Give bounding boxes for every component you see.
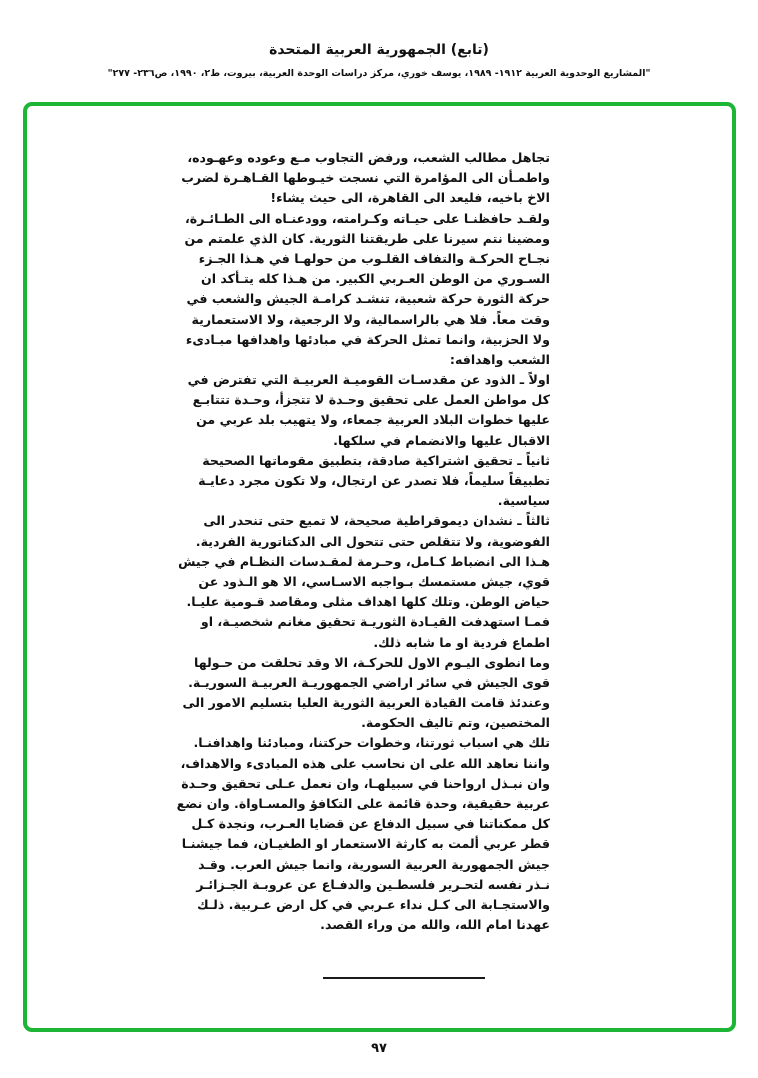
body-line: قوي، جيش مستمسك بـواجبه الاسـاسي، الا هو الـذود عن	[198, 573, 550, 589]
body-line: نـذر نفسه لتحـرير فلسطـين والدفـاع عن عروبـة الجـزائـر	[196, 876, 550, 892]
body-line: الشعب واهدافه:	[449, 351, 550, 367]
body-line: وقت معاً. فلا هي بالراسمالية، ولا الرجعية، ولا الاستعمارية	[191, 311, 550, 327]
body-line: تطبيقاً سليماً، فلا تصدر عن ارتجال، ولا تكون مجرد دعايـة	[198, 473, 550, 488]
body-line: سياسية.	[497, 493, 550, 509]
body-line: وما انطوى اليـوم الاول للحركـة، الا وقد تحلقت من حـولها	[193, 654, 550, 670]
body-line: عربية حقيقية، وحدة قائمة على التكافؤ والمسـاواة. وان نضع	[176, 796, 550, 811]
body-line: فمـا استهدفت القيـادة الثوريـة تحقيق مغانم شخصيـة، او	[200, 614, 550, 630]
body-line: قوى الجيش في سائر اراضي الجمهوريـة العربيـة السوريـة.	[188, 674, 550, 690]
source-citation: "المشاريع الوحدوية العربية ١٩١٢- ١٩٨٩، يوسف خوري، مركز دراسات الوحدة العربية، بيروت، ط٢، ١٩٩٠، ص٢٣٦- ٢٧٧"	[107, 68, 651, 79]
body-line: تجاهل مطالب الشعب، ورفض التجاوب مـع وعوده وعهـوده،	[187, 150, 550, 165]
body-line: ثانياً ـ تحقيق اشتراكية صادقة، بتطبيق مقوماتها الصحيحة	[202, 452, 550, 468]
page-number: ٩٧	[371, 1041, 387, 1056]
body-line: تلك هي اسباب ثورتنا، وخطوات حركتنا، ومبادئنا واهدافنـا.	[193, 735, 550, 751]
body-line: الفوضوية، ولا تتقلص حتى تتحول الى الدكتاتورية الفردية.	[195, 533, 550, 549]
body-line: عليها خطوات البلاد العربية جمعاء، ولا يتهيب بلد عربي من	[196, 412, 550, 428]
body-line: ولا الحزبية، وانما تمثل الحركة في مبادئها واهدافها مبـادىء	[185, 331, 550, 347]
body-text	[176, 148, 550, 935]
body-line: هـذا الى انضباط كـامل، وحـرمة لمقـدسات النظـام في جيش	[178, 553, 550, 569]
body-line: اطماع فردية او ما شابه ذلك.	[373, 634, 550, 650]
body-line: الاخ باخيه، فليعد الى القاهرة، الى حيث يشاء!	[270, 190, 550, 206]
body-line: وان نبـذل ارواحنا في سبيلهـا، وان نعمل عـلى تحقيق وحـدة	[181, 775, 550, 791]
body-line: الاقبال عليها والانضمام في سلكها.	[333, 432, 550, 448]
body-line: كل ممكناتنا في سبيل الدفاع عن قضايا العـرب، ونجدة كـل	[191, 816, 550, 832]
body-line: حياض الوطن. وتلك كلها اهداف مثلى ومقاصد قـومية عليـا.	[186, 594, 550, 610]
body-line: واطمـأن الى المؤامرة التي نسجت خيـوطها القـاهـرة لضرب	[181, 170, 550, 186]
body-line: واننا نعاهد الله على ان نحاسب على هذه المبادىء والاهداف،	[180, 755, 550, 771]
body-line: نجـاح الحركـة والتفاف القلـوب من حولهـا في هـذا الجـزء	[198, 250, 550, 266]
body-line: جيش الجمهورية العربية السورية، وانما جيش العرب. وقـد	[198, 856, 550, 872]
body-line: قطر عربي ألمت به كارثة الاستعمار او الطغيـان، فما جيشنـا	[181, 836, 550, 852]
body-line: حركة الثورة حركة شعبية، تنشـد كرامـة الجيش والشعب في	[186, 291, 550, 307]
page-header-title: (تابع) الجمهورية العربية المتحدة	[269, 42, 489, 58]
body-line: ولقـد حافظنـا على حيـاته وكـرامته، وودعنـاه الى الطـائـرة،	[184, 210, 550, 226]
body-line: ومضينا نتم سيرنا على طريقتنا الثورية. كان الذي علمتم من	[184, 230, 550, 246]
body-line: اولاً ـ الذود عن مقدسـات القوميـة العربيـة التي تفترض في	[187, 372, 550, 388]
body-line: وعندئذ قامت القيادة العربية الثورية العليا بتسليم الامور الى	[182, 695, 550, 711]
body-line: والاستجـابة الى كـل نداء عـربي في كل ارض عـربية. ذلـك	[197, 896, 550, 912]
body-line: عهدنا امام الله، والله من وراء القصد.	[320, 917, 550, 933]
body-line: ثالثاً ـ نشدان ديموقراطية صحيحة، لا تميع حتى تنحدر الى	[203, 513, 550, 529]
end-rule-divider	[323, 977, 485, 979]
body-line: المختصين، وتم تاليف الحكومة.	[361, 715, 550, 731]
body-line: السـوري من الوطن العـربي الكبير. من هـذا كله يتـأكد ان	[200, 271, 550, 287]
body-line: كل مواطن العمل على تحقيق وحـدة لا تتجزأ، وحـدة تتتابـع	[192, 392, 550, 408]
